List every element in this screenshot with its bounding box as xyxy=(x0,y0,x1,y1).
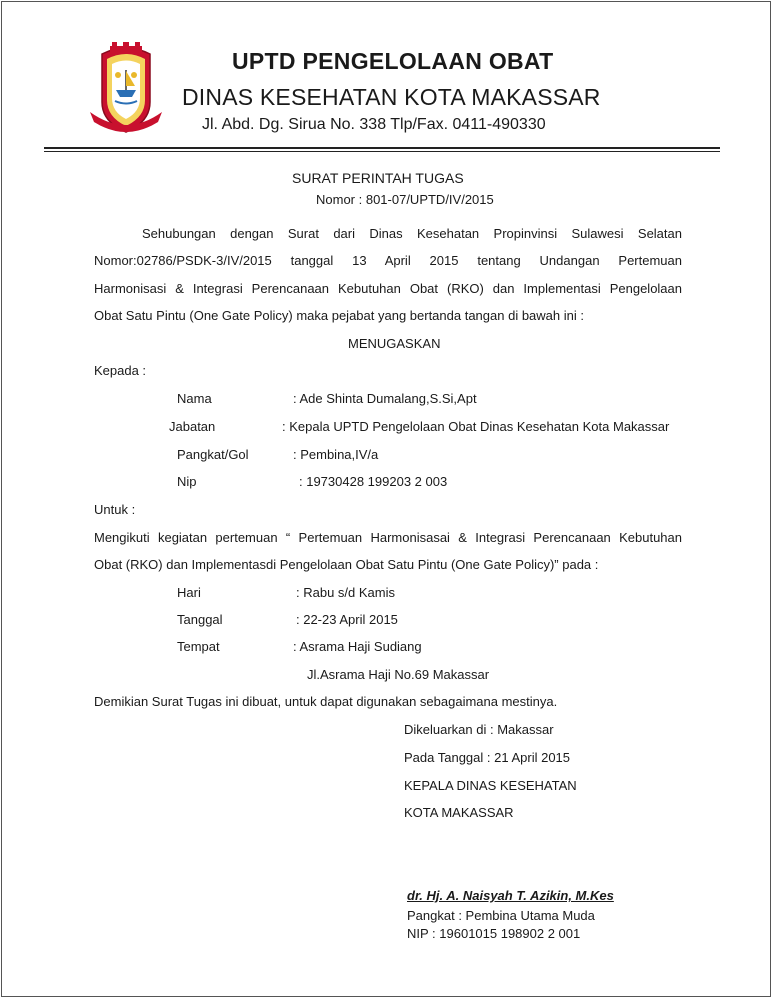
purpose-line-2: Obat (RKO) dan Implementasdi Pengelolaan Obat Satu Pintu (One Gate Policy)” pada : xyxy=(94,557,599,572)
hari-label: Hari xyxy=(177,585,201,600)
jabatan-value: : Kepala UPTD Pengelolaan Obat Dinas Kesehatan Kota Makassar xyxy=(282,419,670,434)
issued-date: Pada Tanggal : 21 April 2015 xyxy=(404,750,571,765)
nip-label: Nip xyxy=(177,474,197,489)
tempat-label: Tempat xyxy=(177,639,220,654)
jabatan-label: Jabatan xyxy=(169,419,216,434)
closing-statement: Demikian Surat Tugas ini dibuat, untuk dapat digunakan sebagaimana mestinya. xyxy=(94,694,558,709)
intro-line-1: Sehubungan dengan Surat dari Dinas Kesehatan Propinvinsi Sulawesi Selatan xyxy=(142,226,682,241)
signatory-rank: Pangkat : Pembina Utama Muda xyxy=(407,908,595,923)
makassar-emblem-logo xyxy=(88,42,164,138)
issued-place: Dikeluarkan di : Makassar xyxy=(404,722,554,737)
intro-line-4: Obat Satu Pintu (One Gate Policy) maka pejabat yang bertanda tangan di bawah ini : xyxy=(94,308,584,323)
intro-line-3: Harmonisasi & Integrasi Perencanaan Kebutuhan Obat (RKO) dan Implementasi Pengelolaan xyxy=(94,281,682,296)
tanggal-value: : 22-23 April 2015 xyxy=(296,612,398,627)
kepada-label: Kepada : xyxy=(94,363,147,378)
purpose-line-1: Mengikuti kegiatan pertemuan “ Pertemuan Harmonisasai & Integrasi Perencanaan Kebutuhan xyxy=(94,530,682,545)
header-address: Jl. Abd. Dg. Sirua No. 338 Tlp/Fax. 0411-490330 xyxy=(202,116,546,133)
pangkat-label: Pangkat/Gol xyxy=(177,447,249,462)
issuing-office-line1: KEPALA DINAS KESEHATAN xyxy=(404,778,577,793)
nip-value: : 19730428 199203 2 003 xyxy=(299,474,448,489)
header-org-line1: UPTD PENGELOLAAN OBAT xyxy=(232,48,554,74)
nama-label: Nama xyxy=(177,391,212,406)
signatory-nip: NIP : 19601015 198902 2 001 xyxy=(407,926,581,941)
directive-heading: MENUGASKAN xyxy=(348,336,441,351)
intro-line-2: Nomor:02786/PSDK-3/IV/2015 tanggal 13 April 2015 tentang Undangan Pertemuan xyxy=(94,253,682,268)
pangkat-value: : Pembina,IV/a xyxy=(293,447,379,462)
letter-page xyxy=(1,1,771,997)
tanggal-label: Tanggal xyxy=(177,612,223,627)
header-org-line2: DINAS KESEHATAN KOTA MAKASSAR xyxy=(182,84,601,110)
signatory-name: dr. Hj. A. Naisyah T. Azikin, M.Kes xyxy=(407,888,614,903)
nama-value: : Ade Shinta Dumalang,S.Si,Apt xyxy=(293,391,477,406)
issuing-office-line2: KOTA MAKASSAR xyxy=(404,805,514,820)
header-divider-thick xyxy=(44,147,720,149)
tempat-value: : Asrama Haji Sudiang xyxy=(293,639,422,654)
untuk-label: Untuk : xyxy=(94,502,136,517)
tempat-address: Jl.Asrama Haji No.69 Makassar xyxy=(307,667,490,682)
hari-value: : Rabu s/d Kamis xyxy=(296,585,395,600)
letter-number: Nomor : 801-07/UPTD/IV/2015 xyxy=(316,192,494,207)
letter-title: SURAT PERINTAH TUGAS xyxy=(292,170,464,186)
header-divider-thin xyxy=(44,151,720,152)
